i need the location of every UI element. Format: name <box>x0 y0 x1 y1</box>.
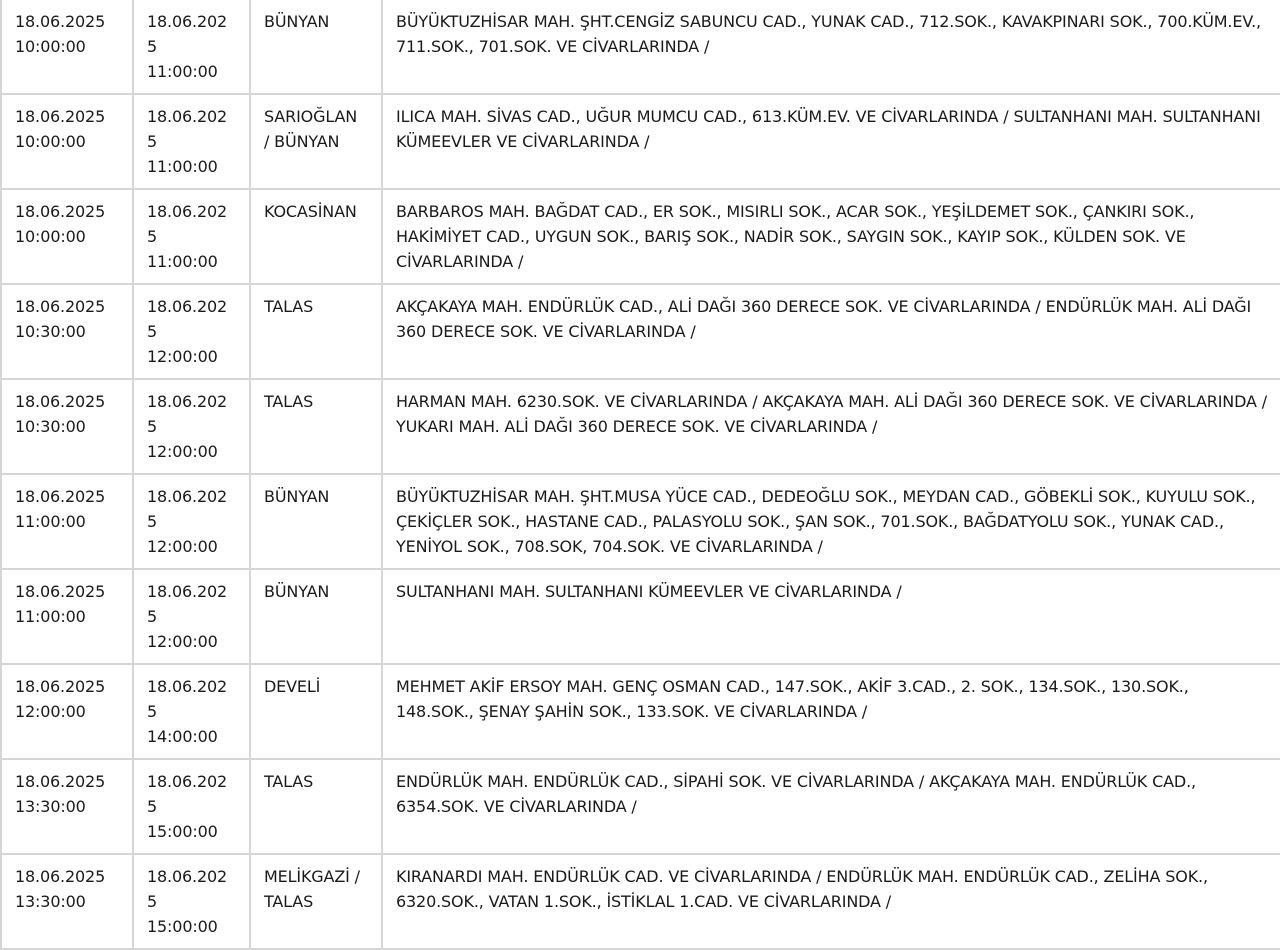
district-cell: TALAS <box>250 379 382 474</box>
table-row <box>1 569 1280 664</box>
table-row <box>1 854 1280 949</box>
table-row <box>1 189 1280 284</box>
start-time-cell: 18.06.2025 10:30:00 <box>1 284 133 379</box>
end-time-cell: 18.06.2025 11:00:00 <box>133 0 250 94</box>
start-time-cell: 18.06.2025 13:30:00 <box>1 854 133 949</box>
district-cell: SARIOĞLAN / BÜNYAN <box>250 94 382 189</box>
start-time-cell: 18.06.2025 10:00:00 <box>1 189 133 284</box>
address-cell: ILICA MAH. SİVAS CAD., UĞUR MUMCU CAD., 613.KÜM.EV. VE CİVARLARINDA / SULTANHANI MAH. SULTANHANI KÜMEEVLER VE CİVARLARINDA / <box>382 94 1280 189</box>
end-time-cell: 18.06.2025 15:00:00 <box>133 759 250 854</box>
address-cell: ENDÜRLÜK MAH. ENDÜRLÜK CAD., SİPAHİ SOK. VE CİVARLARINDA / AKÇAKAYA MAH. ENDÜRLÜK CAD., 6354.SOK. VE CİVARLARINDA / <box>382 759 1280 854</box>
start-time-cell: 18.06.2025 11:00:00 <box>1 474 133 569</box>
district-cell: DEVELİ <box>250 664 382 759</box>
address-cell: KIRANARDI MAH. ENDÜRLÜK CAD. VE CİVARLARINDA / ENDÜRLÜK MAH. ENDÜRLÜK CAD., ZELİHA SOK., 6320.SOK., VATAN 1.SOK., İSTİKLAL 1.CAD. VE CİVARLARINDA / <box>382 854 1280 949</box>
outage-table-body <box>1 0 1280 949</box>
district-cell: TALAS <box>250 284 382 379</box>
start-time-cell: 18.06.2025 10:30:00 <box>1 379 133 474</box>
table-row <box>1 759 1280 854</box>
table-row <box>1 0 1280 94</box>
end-time-cell: 18.06.2025 14:00:00 <box>133 664 250 759</box>
end-time-cell: 18.06.2025 12:00:00 <box>133 284 250 379</box>
table-row <box>1 664 1280 759</box>
table-row <box>1 474 1280 569</box>
address-cell: BÜYÜKTUZHİSAR MAH. ŞHT.MUSA YÜCE CAD., DEDEOĞLU SOK., MEYDAN CAD., GÖBEKLİ SOK., KUYULU SOK., ÇEKİÇLER SOK., HASTANE CAD., PALASYOLU SOK., ŞAN SOK., 701.SOK., BAĞDATYOLU SOK., YUNAK CAD., YENİYOL SOK., 708.SOK, 704.SOK. VE CİVARLARINDA / <box>382 474 1280 569</box>
address-cell: BARBAROS MAH. BAĞDAT CAD., ER SOK., MISIRLI SOK., ACAR SOK., YEŞİLDEMET SOK., ÇANKIRI SOK., HAKİMİYET CAD., UYGUN SOK., BARIŞ SOK., NADİR SOK., SAYGIN SOK., KAYIP SOK., KÜLDEN SOK. VE CİVARLARINDA / <box>382 189 1280 284</box>
table-row <box>1 284 1280 379</box>
start-time-cell: 18.06.2025 10:00:00 <box>1 0 133 94</box>
end-time-cell: 18.06.2025 12:00:00 <box>133 474 250 569</box>
table-row <box>1 94 1280 189</box>
end-time-cell: 18.06.2025 11:00:00 <box>133 94 250 189</box>
district-cell: BÜNYAN <box>250 569 382 664</box>
address-cell: MEHMET AKİF ERSOY MAH. GENÇ OSMAN CAD., 147.SOK., AKİF 3.CAD., 2. SOK., 134.SOK., 130.SOK., 148.SOK., ŞENAY ŞAHİN SOK., 133.SOK. VE CİVARLARINDA / <box>382 664 1280 759</box>
district-cell: BÜNYAN <box>250 0 382 94</box>
start-time-cell: 18.06.2025 10:00:00 <box>1 94 133 189</box>
address-cell: AKÇAKAYA MAH. ENDÜRLÜK CAD., ALİ DAĞI 360 DERECE SOK. VE CİVARLARINDA / ENDÜRLÜK MAH. ALİ DAĞI 360 DERECE SOK. VE CİVARLARINDA / <box>382 284 1280 379</box>
district-cell: TALAS <box>250 759 382 854</box>
address-cell: SULTANHANI MAH. SULTANHANI KÜMEEVLER VE CİVARLARINDA / <box>382 569 1280 664</box>
address-cell: HARMAN MAH. 6230.SOK. VE CİVARLARINDA / AKÇAKAYA MAH. ALİ DAĞI 360 DERECE SOK. VE CİVARLARINDA / YUKARI MAH. ALİ DAĞI 360 DERECE SOK. VE CİVARLARINDA / <box>382 379 1280 474</box>
end-time-cell: 18.06.2025 12:00:00 <box>133 379 250 474</box>
address-cell: BÜYÜKTUZHİSAR MAH. ŞHT.CENGİZ SABUNCU CAD., YUNAK CAD., 712.SOK., KAVAKPINARI SOK., 700.KÜM.EV., 711.SOK., 701.SOK. VE CİVARLARINDA / <box>382 0 1280 94</box>
table-row <box>1 379 1280 474</box>
district-cell: BÜNYAN <box>250 474 382 569</box>
start-time-cell: 18.06.2025 12:00:00 <box>1 664 133 759</box>
end-time-cell: 18.06.2025 12:00:00 <box>133 569 250 664</box>
start-time-cell: 18.06.2025 13:30:00 <box>1 759 133 854</box>
district-cell: KOCASİNAN <box>250 189 382 284</box>
end-time-cell: 18.06.2025 15:00:00 <box>133 854 250 949</box>
end-time-cell: 18.06.2025 11:00:00 <box>133 189 250 284</box>
start-time-cell: 18.06.2025 11:00:00 <box>1 569 133 664</box>
district-cell: MELİKGAZİ / TALAS <box>250 854 382 949</box>
